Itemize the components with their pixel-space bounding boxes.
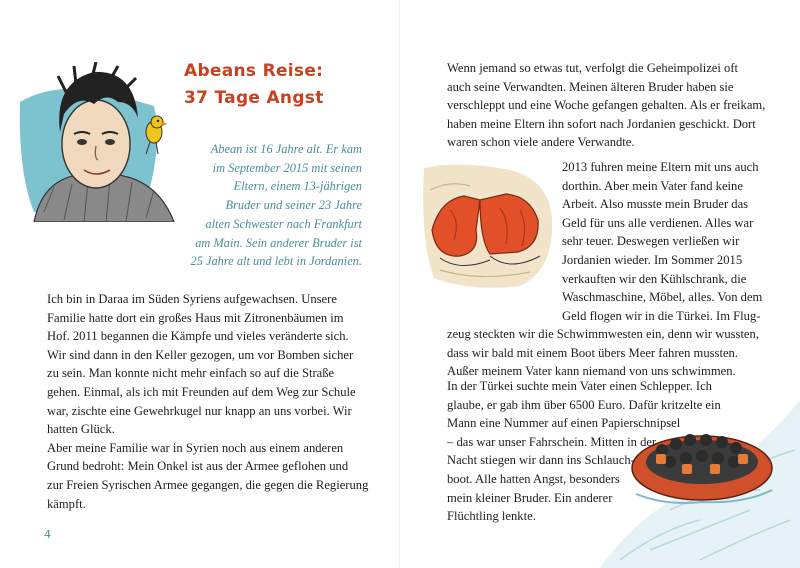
body-line: war, zischte eine Gewehrkugel nur knapp an uns vorbei. Wir (47, 403, 352, 418)
body-line: zeug steckten wir die Schwimmwesten ein, denn wir wussten, (447, 327, 759, 341)
story-title (184, 58, 324, 112)
body-line: Wir sind dann in den Keller gezogen, um vor Bomben sicher (47, 347, 354, 362)
intro-line: alten Schwester nach Frankfurt (205, 216, 362, 231)
intro-line: am Main. Sein anderer Bruder ist (195, 235, 362, 250)
intro-line: Abean ist 16 Jahre alt. Er kam (210, 142, 362, 156)
body-line: verschleppt und eine Woche gefangen gehalten. Als er freikam, (447, 98, 766, 113)
intro-line: im September 2015 mit seinen (212, 160, 362, 175)
intro-line: Bruder und seiner 23 Jahre (225, 198, 362, 213)
right-paragraph-3 (447, 377, 721, 526)
body-line: In der Türkei suchte mein Vater einen Schlepper. Ich (447, 379, 712, 393)
body-line: Mann eine Nummer auf einen Papierschnipsel (447, 416, 681, 431)
right-paragraph-2-continued (447, 325, 777, 381)
body-line: Jordanien wieder. Im Sommer 2015 (562, 252, 743, 267)
body-line: sehr teuer. Deswegen verließen wir (562, 234, 740, 249)
body-line: – das war unser Fahrschein. Mitten in der (447, 434, 657, 449)
body-line: zur Freien Syrischen Armee gegangen, die gegen die Regierung (47, 477, 369, 492)
body-line: hatten Glück. (47, 422, 115, 437)
body-line: kämpft. (47, 496, 86, 511)
body-line: Geld für uns alle verdienen. Alles war (562, 215, 754, 230)
body-line: verkauften wir den Kühlschrank, die (562, 271, 747, 286)
body-line: Waschmaschine, Möbel, alles. Von dem (562, 290, 763, 305)
body-line: Außer meinem Vater kann niemand von uns schwimmen. (447, 364, 736, 379)
intro-line: 25 Jahre alt und lebt in Jordanien. (190, 254, 362, 269)
body-line: zu sein. Man konnte nicht mehr einfach so auf die Straße (47, 366, 335, 381)
body-line: auch seine Verwandten. Meinen älteren Bruder haben sie (447, 79, 734, 94)
body-line: Nacht stiegen wir dann ins Schlauch- (447, 453, 635, 468)
body-line: Aber meine Familie war in Syrien noch aus einem anderen (47, 440, 344, 455)
intro-line: Eltern, einem 13-jährigen (233, 179, 362, 194)
title-line-1: Abeans Reise: (184, 61, 324, 81)
page-number: 4 (44, 528, 51, 541)
body-line: Grund bedroht: Mein Onkel ist aus der Armee geflohen und (47, 459, 349, 474)
body-line: mein kleiner Bruder. Ein anderer (447, 490, 613, 505)
body-line: Arbeit. Also musste mein Bruder das (562, 197, 749, 212)
body-line: gehen. Einmal, als ich mit Freunden auf dem Weg zur Schule (47, 384, 356, 399)
right-paragraph-1 (447, 59, 767, 152)
body-line: boot. Alle hatten Angst, besonders (447, 471, 620, 486)
body-line: Familie hatte dort ein großes Haus mit Zitronenbäumen im (47, 310, 344, 325)
body-line: dorthin. Aber mein Vater fand keine (562, 178, 743, 193)
body-line: Ich bin in Daraa im Süden Syriens aufgewachsen. Unsere (47, 292, 337, 306)
body-line: waren schon viele andere Verwandte. (447, 135, 635, 150)
body-line: 2013 fuhren meine Eltern mit uns auch (562, 160, 759, 174)
intro-paragraph (146, 140, 362, 271)
body-line: Geld flogen wir in die Türkei. Im Flug- (562, 308, 761, 323)
right-paragraph-2 (562, 158, 772, 325)
body-line: haben meine Eltern ihn sofort nach Jordanien geschickt. Dort (447, 116, 756, 131)
title-line-2: 37 Tage Angst (184, 88, 324, 108)
body-line: glaube, er gab ihm über 6500 Euro. Dafür kritzelte ein (447, 397, 721, 412)
body-line: Hof. 2011 begannen die Kämpfe und vieles veränderte sich. (47, 329, 349, 344)
body-line: dass wir bald mit einem Boot übers Meer fahren mussten. (447, 345, 738, 360)
body-line: Wenn jemand so etwas tut, verfolgt die Geheimpolizei oft (447, 61, 739, 75)
left-body-text (47, 290, 367, 513)
body-line: Flüchtling lenkte. (447, 509, 536, 524)
